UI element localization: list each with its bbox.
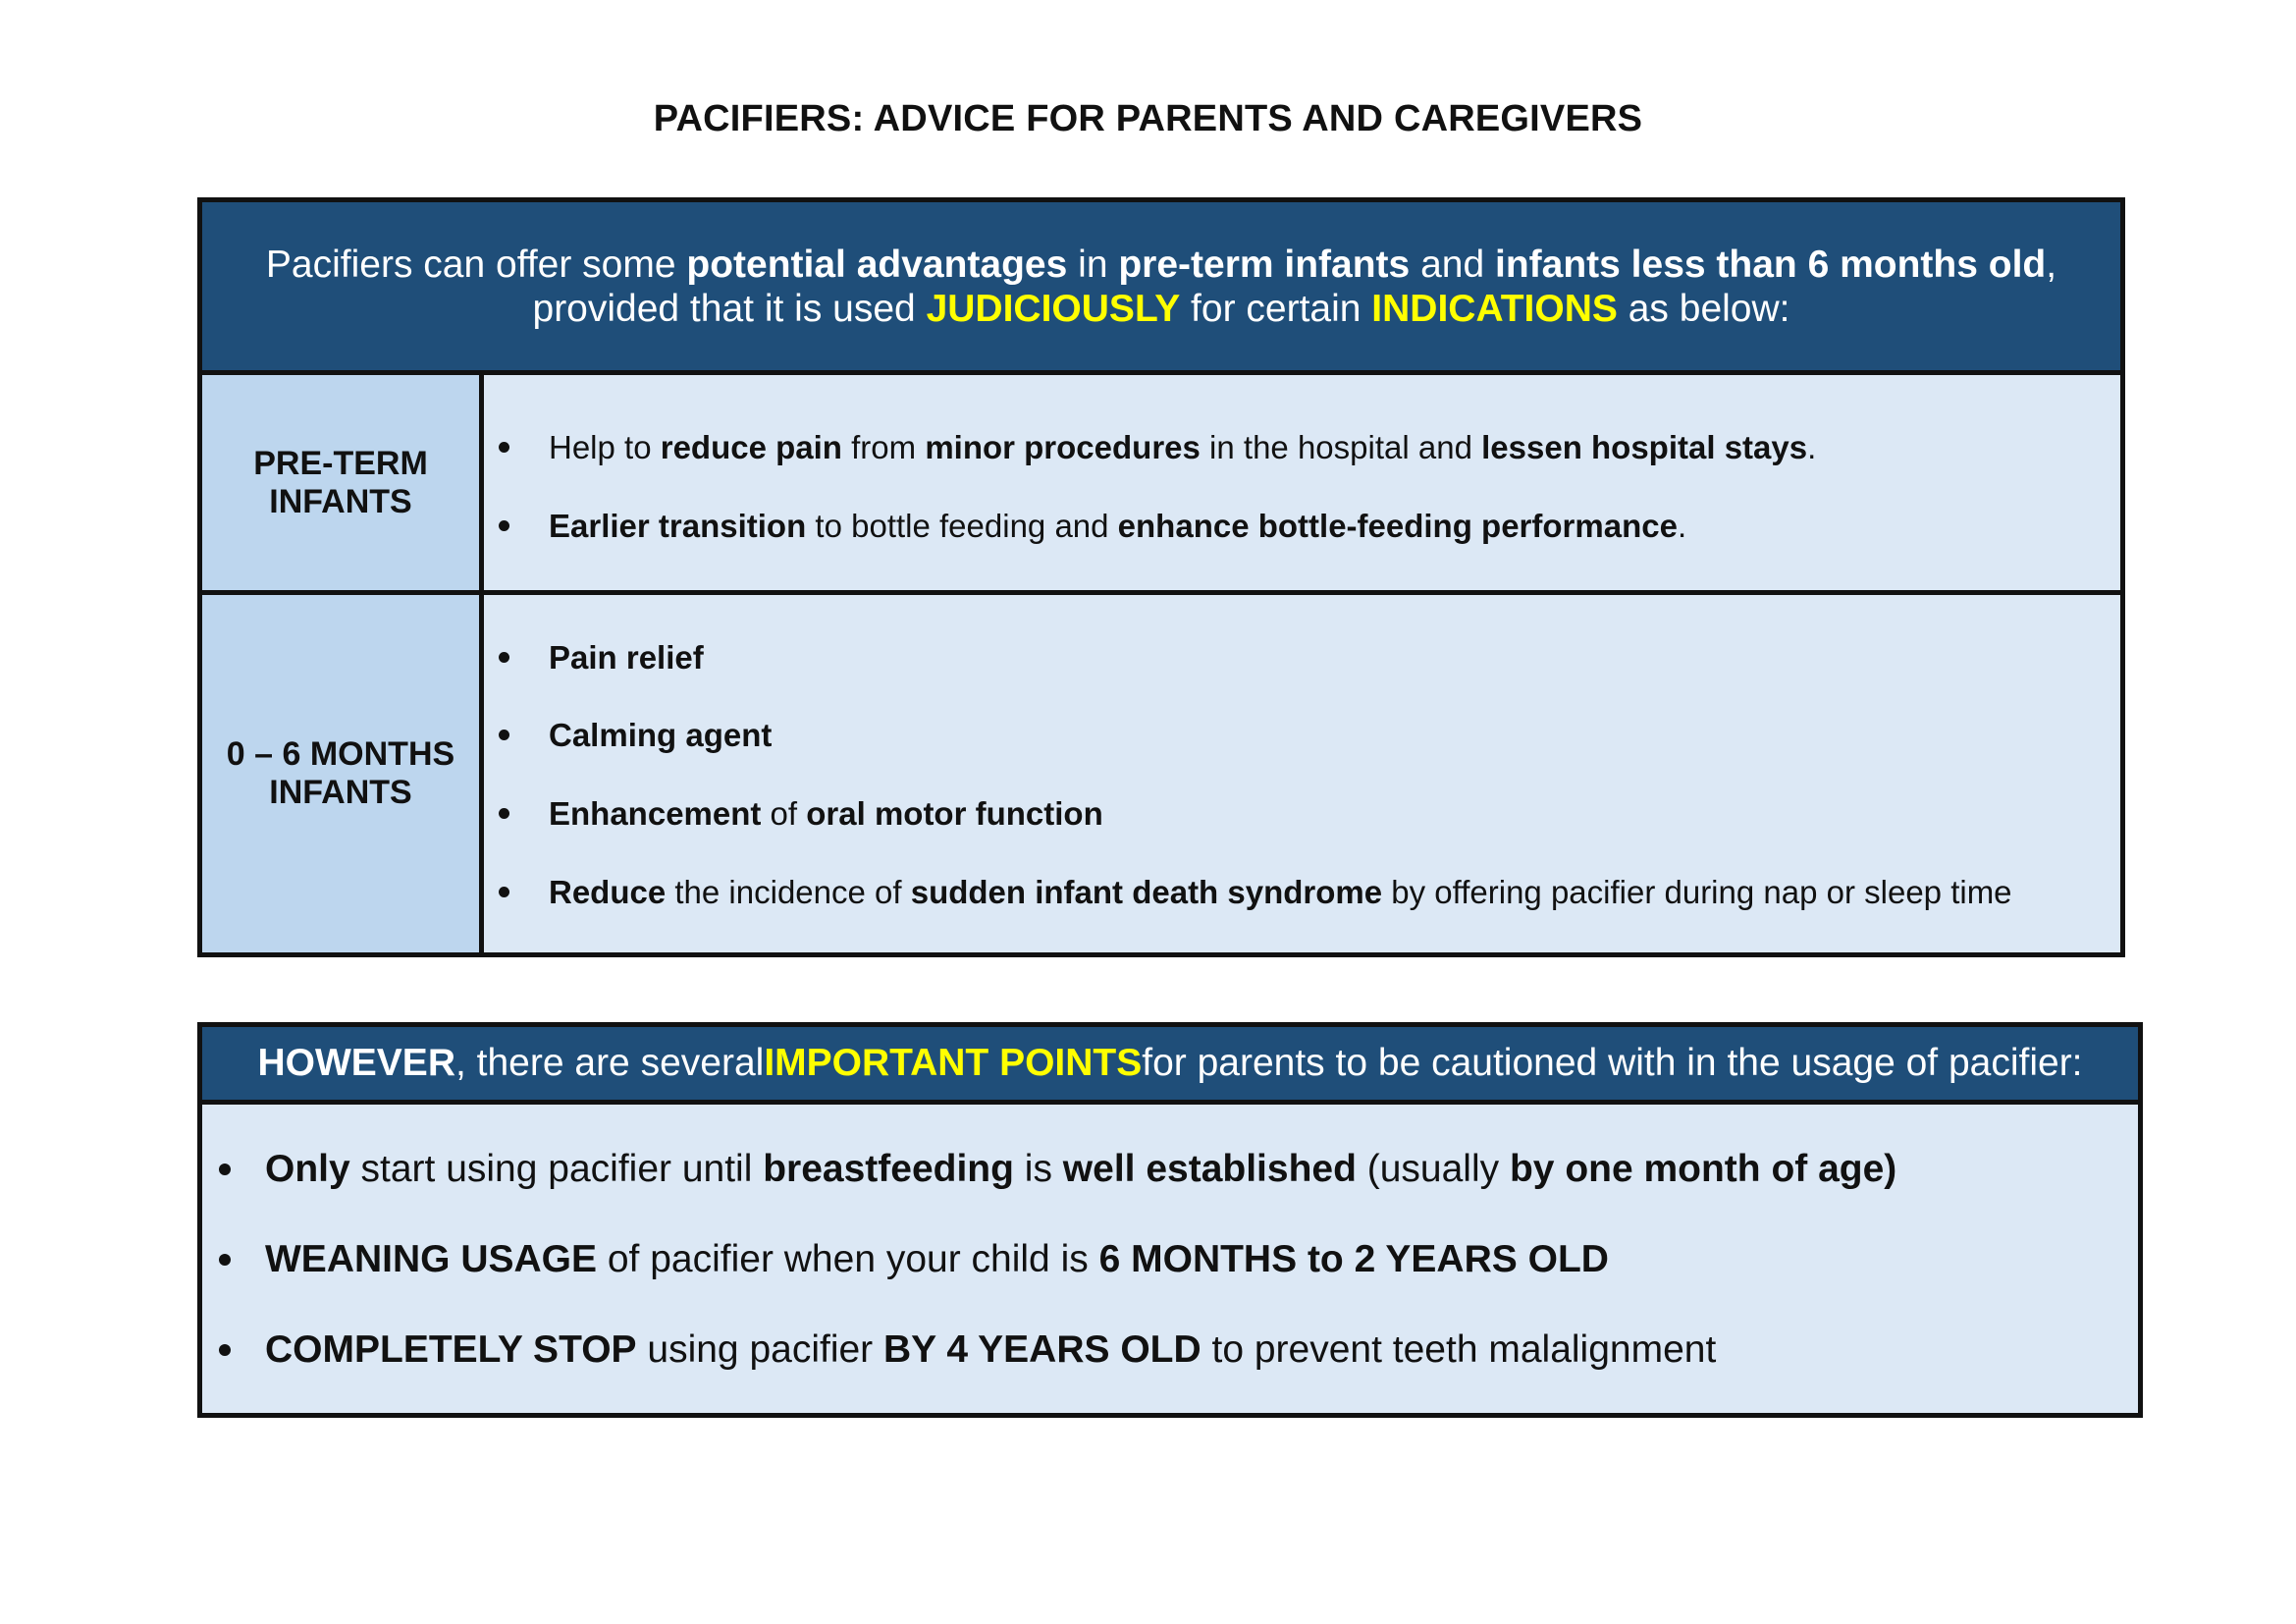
infants-label: 0 – 6 MONTHS INFANTS <box>202 595 484 952</box>
bullet-icon <box>499 887 509 897</box>
bullet-icon <box>219 1164 231 1175</box>
bullet-icon <box>499 652 509 663</box>
cautions-table <box>197 1022 2143 1418</box>
preterm-label: PRE-TERM INFANTS <box>202 375 484 590</box>
bullet-icon <box>499 808 509 819</box>
infants-content: Pain relief Calming agent Enhancement of oral motor function Reduce the incidence of sudden infant death syndrome by offering pacifier during nap or sleep time <box>484 595 2120 952</box>
cautions-header: HOWEVER , there are several IMPORTANT POINTS for parents to be cautioned with in the usage of pacifier: <box>202 1027 2138 1105</box>
advantages-table <box>197 197 2125 957</box>
advantages-header-line2: provided that it is used JUDICIOUSLY for certain INDICATIONS as below: <box>532 287 1790 330</box>
page-title: PACIFIERS: ADVICE FOR PARENTS AND CAREGIVERS <box>653 98 1643 139</box>
bullet-icon <box>219 1254 231 1266</box>
preterm-row <box>202 375 2120 595</box>
advantages-header-line1: Pacifiers can offer some potential advantages in pre-term infants and infants less than 6 months old, <box>265 243 2057 286</box>
bullet-icon <box>499 442 509 453</box>
preterm-content: Help to reduce pain from minor procedures in the hospital and lessen hospital stays. Earlier transition to bottle feeding and enhance bottle-feeding performance. <box>484 375 2120 590</box>
infants-row <box>202 595 2120 952</box>
cautions-content: Only start using pacifier until breastfeeding is well established (usually by one month of age) WEANING USAGE of pacifier when your child is 6 MONTHS to 2 YEARS OLD COMPLETELY STOP using pacifier BY 4 YEARS OLD to prevent teeth malalignment <box>202 1105 2138 1413</box>
advantages-header <box>202 202 2120 375</box>
bullet-icon <box>219 1344 231 1356</box>
bullet-icon <box>499 520 509 531</box>
bullet-icon <box>499 730 509 740</box>
